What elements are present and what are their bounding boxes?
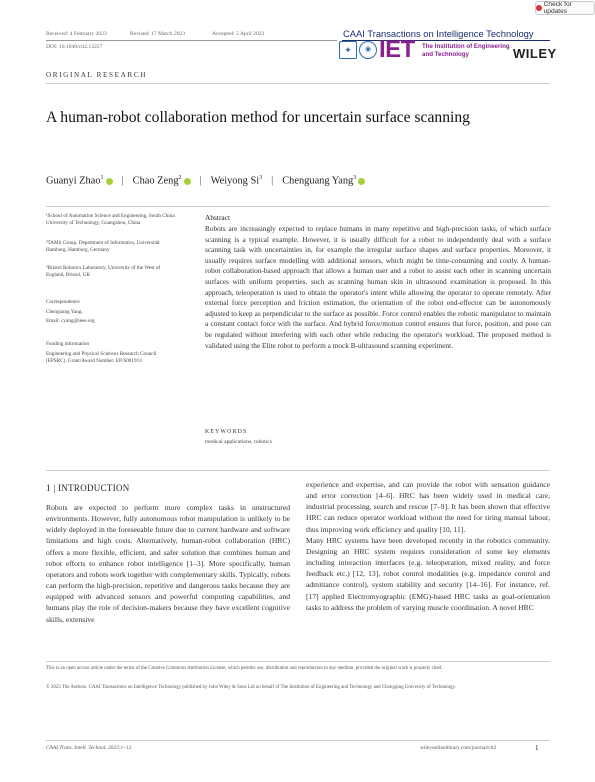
license-note: This is an open access article under the terms of the Creative Commons Attribution License, which permits use, distribution and reproduction in any medium, provided the original work is properly cited. [46, 666, 443, 671]
intro-left-column: Robots are expected to perform more complex tasks in unstructured environments. However, fully autonomous robot manipulation is unlikely to be widely deployed in the foreseeable future due to current hardware and software limitations and high costs. Alternatively, human-robot collaboration (HRC) offers a more flexible, efficient, and safer solution that combines human and robot efforts to enhance robot intelligence [1–3]. More specifically, human operators and robots work together with complementary skills. Typically, robots can perform the high-precision, repetitive and dangerous tasks because they are equipped with advanced sensors and powerful computing capabilities, and humans play the role of decision-makers because they have excellent cognitive skills, extensive [46, 503, 290, 624]
caai-logo-icon: ✦ [339, 41, 357, 59]
intro-divider [46, 470, 550, 471]
publisher-logos [339, 36, 557, 72]
email-link[interactable]: Email: cyang@ieee.org [46, 318, 95, 324]
keywords-heading: KEYWORDS [205, 429, 248, 435]
copyright-note: © 2023 The Authors. CAAI Transactions on Intelligence Technology published by John Wiley & Sons Ltd on behalf of The Institution of Engineering and Technology and Chongqing University of Technology. [46, 685, 456, 690]
affiliation-1: ¹School of Automation Science and Engineering, South China University of Technology, Guangzhou, China [46, 213, 175, 226]
author-list [46, 175, 365, 186]
iet-logo-text: The Institution of Engineering and Technology [422, 43, 510, 58]
orcid-icon[interactable] [106, 178, 113, 185]
orcid-icon[interactable] [184, 178, 191, 185]
update-icon [536, 5, 542, 11]
wiley-logo: WILEY [513, 46, 557, 61]
funding-text: Engineering and Physical Sciences Research Council (EPSRC), Grant/Award Number: EP/S001913 [46, 351, 157, 364]
author[interactable]: Weiyong Si$^3$ [210, 175, 263, 187]
affiliation-2: ²TAMS Group, Department of Informatics, Universität Hamburg, Hamburg, Germany [46, 240, 160, 253]
orcid-icon[interactable] [358, 178, 365, 185]
abstract-heading: Abstract [205, 213, 231, 222]
correspondence-heading: Correspondence [46, 299, 80, 305]
title-divider [46, 83, 550, 84]
intro-right-column: experience and expertise, and can provide the robot with sensation guidance and error correction [4–6]. HRC has been widely used in medical care, industrial processing, search and rescue [7–9]. It has been shown that effective HRC can reduce operator workload without the need for tiring manual labour, thus improving work efficiency and quality [10, 11]. Many HRC systems have been developed recently in the robotics community. Designing an HRC system requires consideration of some key elements including interaction interfaces (e.g. teleoperation, mixed reality, and force feedback etc.) [12, 13], robot control modalities (e.g. impedance control and admittance control), system stability and security [14–16]. For instance, ref. [17] applied Electromyographic (EMG)-based HRC tasks as goal-orientation tasks to address the problem of varying muscle coordination. A novel HRC [306, 480, 550, 612]
iet-logo: IET [379, 36, 415, 63]
header-divider [46, 40, 337, 41]
keywords: medical applications, robotics [205, 439, 272, 445]
funding-heading: Funding information [46, 341, 90, 347]
article-title: A human-robot collaboration method for uncertain surface scanning [46, 109, 470, 126]
check-for-updates-button[interactable]: Check for updates [535, 1, 595, 15]
bottom-divider [46, 740, 550, 741]
journal-name: CAAI Transactions on Intelligence Technology [343, 28, 534, 39]
section-heading: 1 | INTRODUCTION [46, 483, 130, 493]
received-date: Received: 4 February 2023 [46, 31, 107, 37]
author[interactable]: Chenguang Yang$^3$ [282, 175, 365, 186]
correspondence-email [46, 318, 176, 325]
affiliation-3: ³Bristol Robotics Laboratory, University of the West of England, Bristol, UK [46, 265, 161, 278]
article-type-label: ORIGINAL RESEARCH [46, 71, 148, 79]
author-separator: | [271, 175, 274, 187]
abstract-text: Robots are increasingly expected to replace humans in many repetitive and high-precision tasks, of which surface scanning is a typical example. However, it is usually difficult for a robot to independently deal with a surface scanning task with uncertainties in, for example the irregular surface shapes and surface properties. Moreover, it usually requires surface modelling with additional sensors, which might be time-consuming and costly. A human-robot collaboration-based approach that allows a human user and a robot to assist each other in scanning uncertain surfaces with uniform properties, such as scanning human skin in ultrasound examination is proposed. In this approach, teleoperation is used to obtain the operator's intent while allowing the operator to operate remotely. After external force perception and friction estimation, the orientation of the robot end-effector can be autonomously adjusted to keep as perpendicular to the surface as possible. Force control enables the robotic manipulator to maintain a constant contact force with the surface. And hybrid force/motion control ensures that force, position, and pose can be regulated without interfering with each other while reducing the operator's workload. The proposed method is validated using the Elite robot to perform a mock B-ultrasound scanning experiment. [205, 224, 551, 350]
revised-date: Revised: 17 March 2023 [130, 31, 186, 37]
author[interactable]: Guanyi Zhao$^1$ [46, 175, 113, 186]
footer-divider [46, 661, 550, 662]
journal-url[interactable]: wileyonlinelibrary.com/journal/cit2 [420, 745, 497, 751]
author[interactable]: Chao Zeng$^2$ [133, 175, 191, 186]
accepted-date: Accepted: 5 April 2023 [212, 31, 265, 37]
page-number: 1 [535, 744, 539, 752]
author-divider [46, 206, 550, 207]
cqut-logo-icon: ◉ [359, 41, 377, 59]
journal-citation: CAAI Trans. Intell. Technol. 2023;1–12. [46, 745, 133, 751]
correspondence-name: Chenguang Yang. [46, 309, 83, 315]
author-separator: | [121, 175, 124, 187]
author-separator: | [199, 175, 202, 187]
doi: DOI: 10.1049/cit2.12227 [46, 44, 103, 50]
